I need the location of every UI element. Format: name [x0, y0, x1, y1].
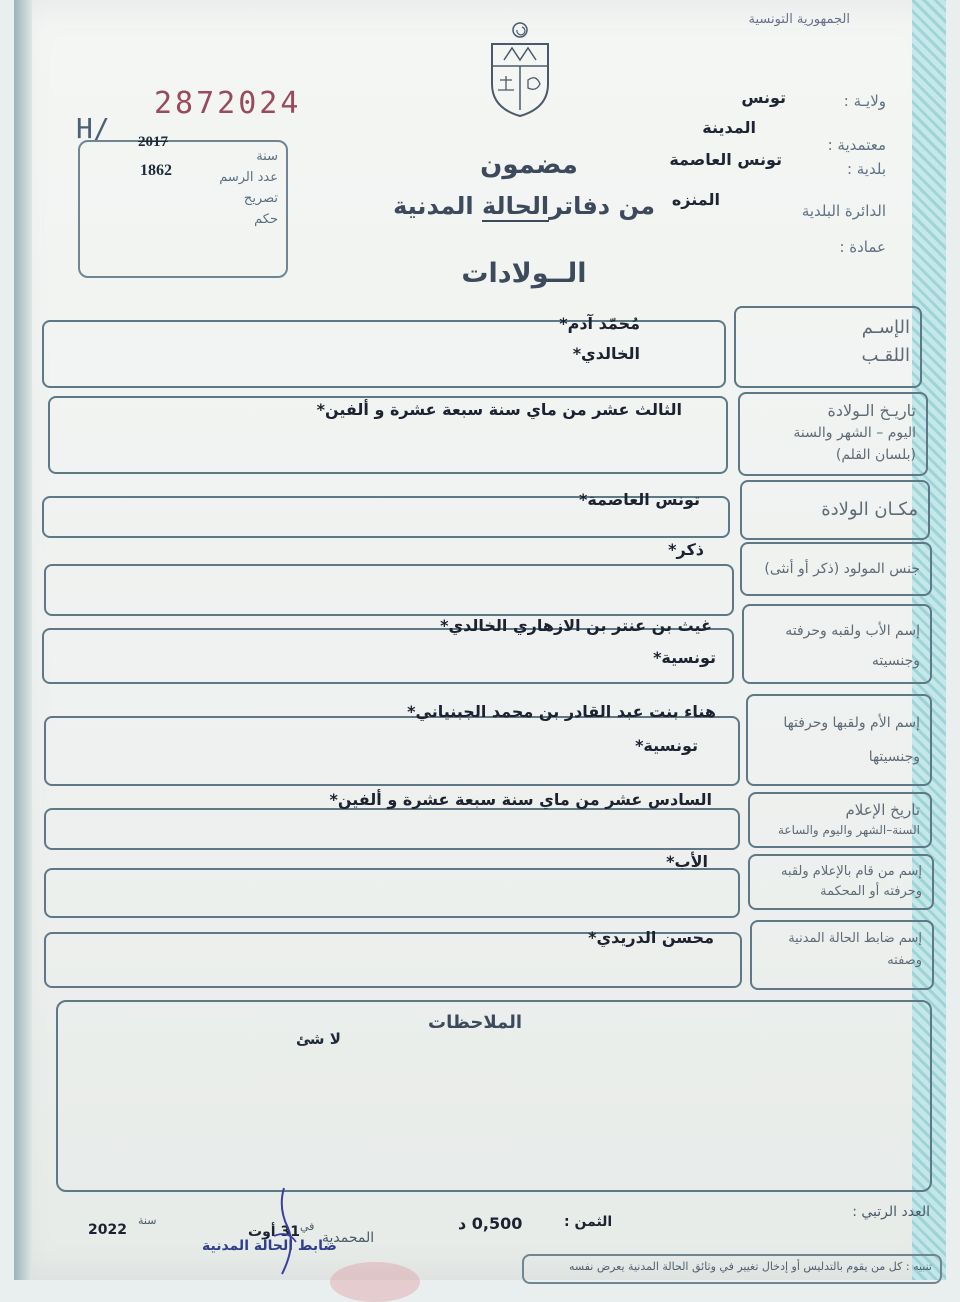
notes-value: لا شئ	[296, 1030, 341, 1048]
officer-value: محسن الدريدي*	[588, 928, 714, 947]
birth-date-label-2: اليوم – الشهر والسنة	[793, 425, 916, 441]
birth-certificate-document	[14, 0, 946, 1280]
birth-place-label: مكـان الولادة	[740, 480, 930, 540]
seal-stamp	[330, 1262, 420, 1302]
warning-note: تنبيه : كل من يقوم بالتدليس أو إدخال تغيير في وثائق الحالة المدنية يعرض نفسه	[522, 1254, 942, 1284]
officer-label-box	[750, 920, 934, 990]
first-name-value: مُحمّد آدم*	[559, 314, 640, 333]
birth-date-label-3: (بلسان القلم)	[835, 447, 916, 463]
issue-day: 31 أوت	[248, 1224, 300, 1240]
serial-number: 2872024	[154, 86, 302, 121]
document-title-line1: مضمون	[480, 150, 578, 180]
issue-place: المحمدية	[322, 1230, 375, 1246]
wilaya-value: تونس	[741, 88, 786, 107]
price-label: الثمن :	[564, 1214, 613, 1230]
signature-mark	[264, 1186, 304, 1276]
declaration-date-label-2: السنة–الشهر واليوم والساعة	[777, 823, 920, 837]
mother-nationality-value: تونسية*	[635, 736, 698, 755]
notes-title: الملاحظات	[428, 1012, 523, 1033]
declaration-date-label-1: تاريخ الإعلام	[845, 801, 920, 819]
issue-year: 2022	[88, 1222, 127, 1238]
father-nationality-value: تونسية*	[653, 648, 716, 667]
registry-box	[78, 134, 288, 278]
declarant-label-2: وحرفته أو المحكمة	[820, 884, 922, 899]
year-label: سنة	[138, 1214, 157, 1227]
omada-label: عمادة :	[839, 238, 886, 256]
page-edge	[14, 0, 32, 1280]
moatamadia-value: المدينة	[702, 118, 756, 137]
birth-date-label-box	[738, 392, 928, 476]
registry-year: 2017	[138, 134, 168, 150]
baladia-label: بلدية :	[846, 160, 886, 178]
officer-label-2: وصفته	[887, 953, 922, 968]
registry-act-number: 1862	[140, 162, 172, 179]
father-label-box	[742, 604, 932, 684]
surname-value: الخالدي*	[572, 344, 640, 363]
sex-value: ذكر*	[668, 540, 704, 559]
section-title-births: الــولادات	[461, 258, 587, 289]
moatamadia-label: معتمدية :	[827, 136, 886, 154]
father-label-1: إسم الأب ولقبه وحرفته	[785, 623, 920, 639]
price-value: 0,500 د	[458, 1214, 523, 1233]
wilaya-label: ولايـة :	[843, 92, 886, 110]
declaration-date-label-box	[748, 792, 932, 848]
mother-label-box	[746, 694, 932, 786]
father-value-box	[42, 628, 734, 684]
officer-stamp: ضابط الحالة المدنية	[202, 1238, 337, 1254]
mother-label-2: وجنسيتها	[868, 749, 920, 765]
father-name-value: غيث بن عنتر بن الازهاري الخالدي*	[440, 616, 712, 635]
officer-label-1: إسم ضابط الحالة المدنية	[788, 931, 922, 946]
declaration-date-value-box	[44, 808, 740, 850]
serial-prefix: H/	[76, 112, 110, 145]
declaration-date-value: السادس عشر من ماي سنة سبعة عشرة و ألفين*	[329, 790, 712, 809]
baladia-value: تونس العاصمة	[669, 150, 782, 169]
birth-place-value: تونس العاصمة*	[578, 490, 700, 509]
father-label-2: وجنسيته	[871, 653, 920, 669]
registry-labels	[219, 146, 278, 230]
registry-label-judgment: حكم	[254, 212, 278, 227]
registry-label-year: سنة	[256, 149, 278, 164]
title-suffix: المدنية	[393, 192, 474, 220]
declarant-value-box	[44, 868, 740, 918]
declarant-value: الأب*	[666, 852, 708, 871]
first-name-label: الإسـم	[861, 317, 910, 338]
mother-name-value: هناء بنت عبد القادر بن محمد الجبنياني*	[407, 702, 716, 721]
title-prefix: من دفاتر	[549, 192, 655, 220]
sex-label: جنس المولود (ذكر أو أنثى)	[740, 542, 932, 596]
mother-label-1: إسم الأم ولقبها وحرفتها	[783, 715, 920, 731]
republic-header: الجمهورية التونسية	[748, 12, 850, 27]
serial-order-label: العدد الرتبي :	[852, 1204, 930, 1220]
birth-date-value: الثالث عشر من ماي سنة سبعة عشرة و ألفين*	[316, 400, 682, 419]
declarant-label-box	[748, 854, 934, 910]
declarant-label-1: إسم من قام بالإعلام ولقبه	[780, 864, 922, 879]
name-label-box	[734, 306, 922, 388]
registry-label-act: عدد الرسم	[219, 170, 278, 185]
tunisia-coat-of-arms-icon	[484, 20, 556, 120]
sex-value-box	[44, 564, 734, 616]
document-title-line2	[374, 192, 674, 220]
registry-label-declaration: تصريح	[243, 191, 278, 206]
daira-label: الدائرة البلدية	[801, 202, 886, 220]
birth-date-label-1: تاريـخ الـولادة	[827, 401, 916, 420]
title-underlined: الحالة	[482, 192, 550, 220]
daira-value: المنزه	[671, 190, 720, 209]
day-label: في	[300, 1220, 315, 1233]
surname-label: اللقـب	[861, 345, 910, 366]
